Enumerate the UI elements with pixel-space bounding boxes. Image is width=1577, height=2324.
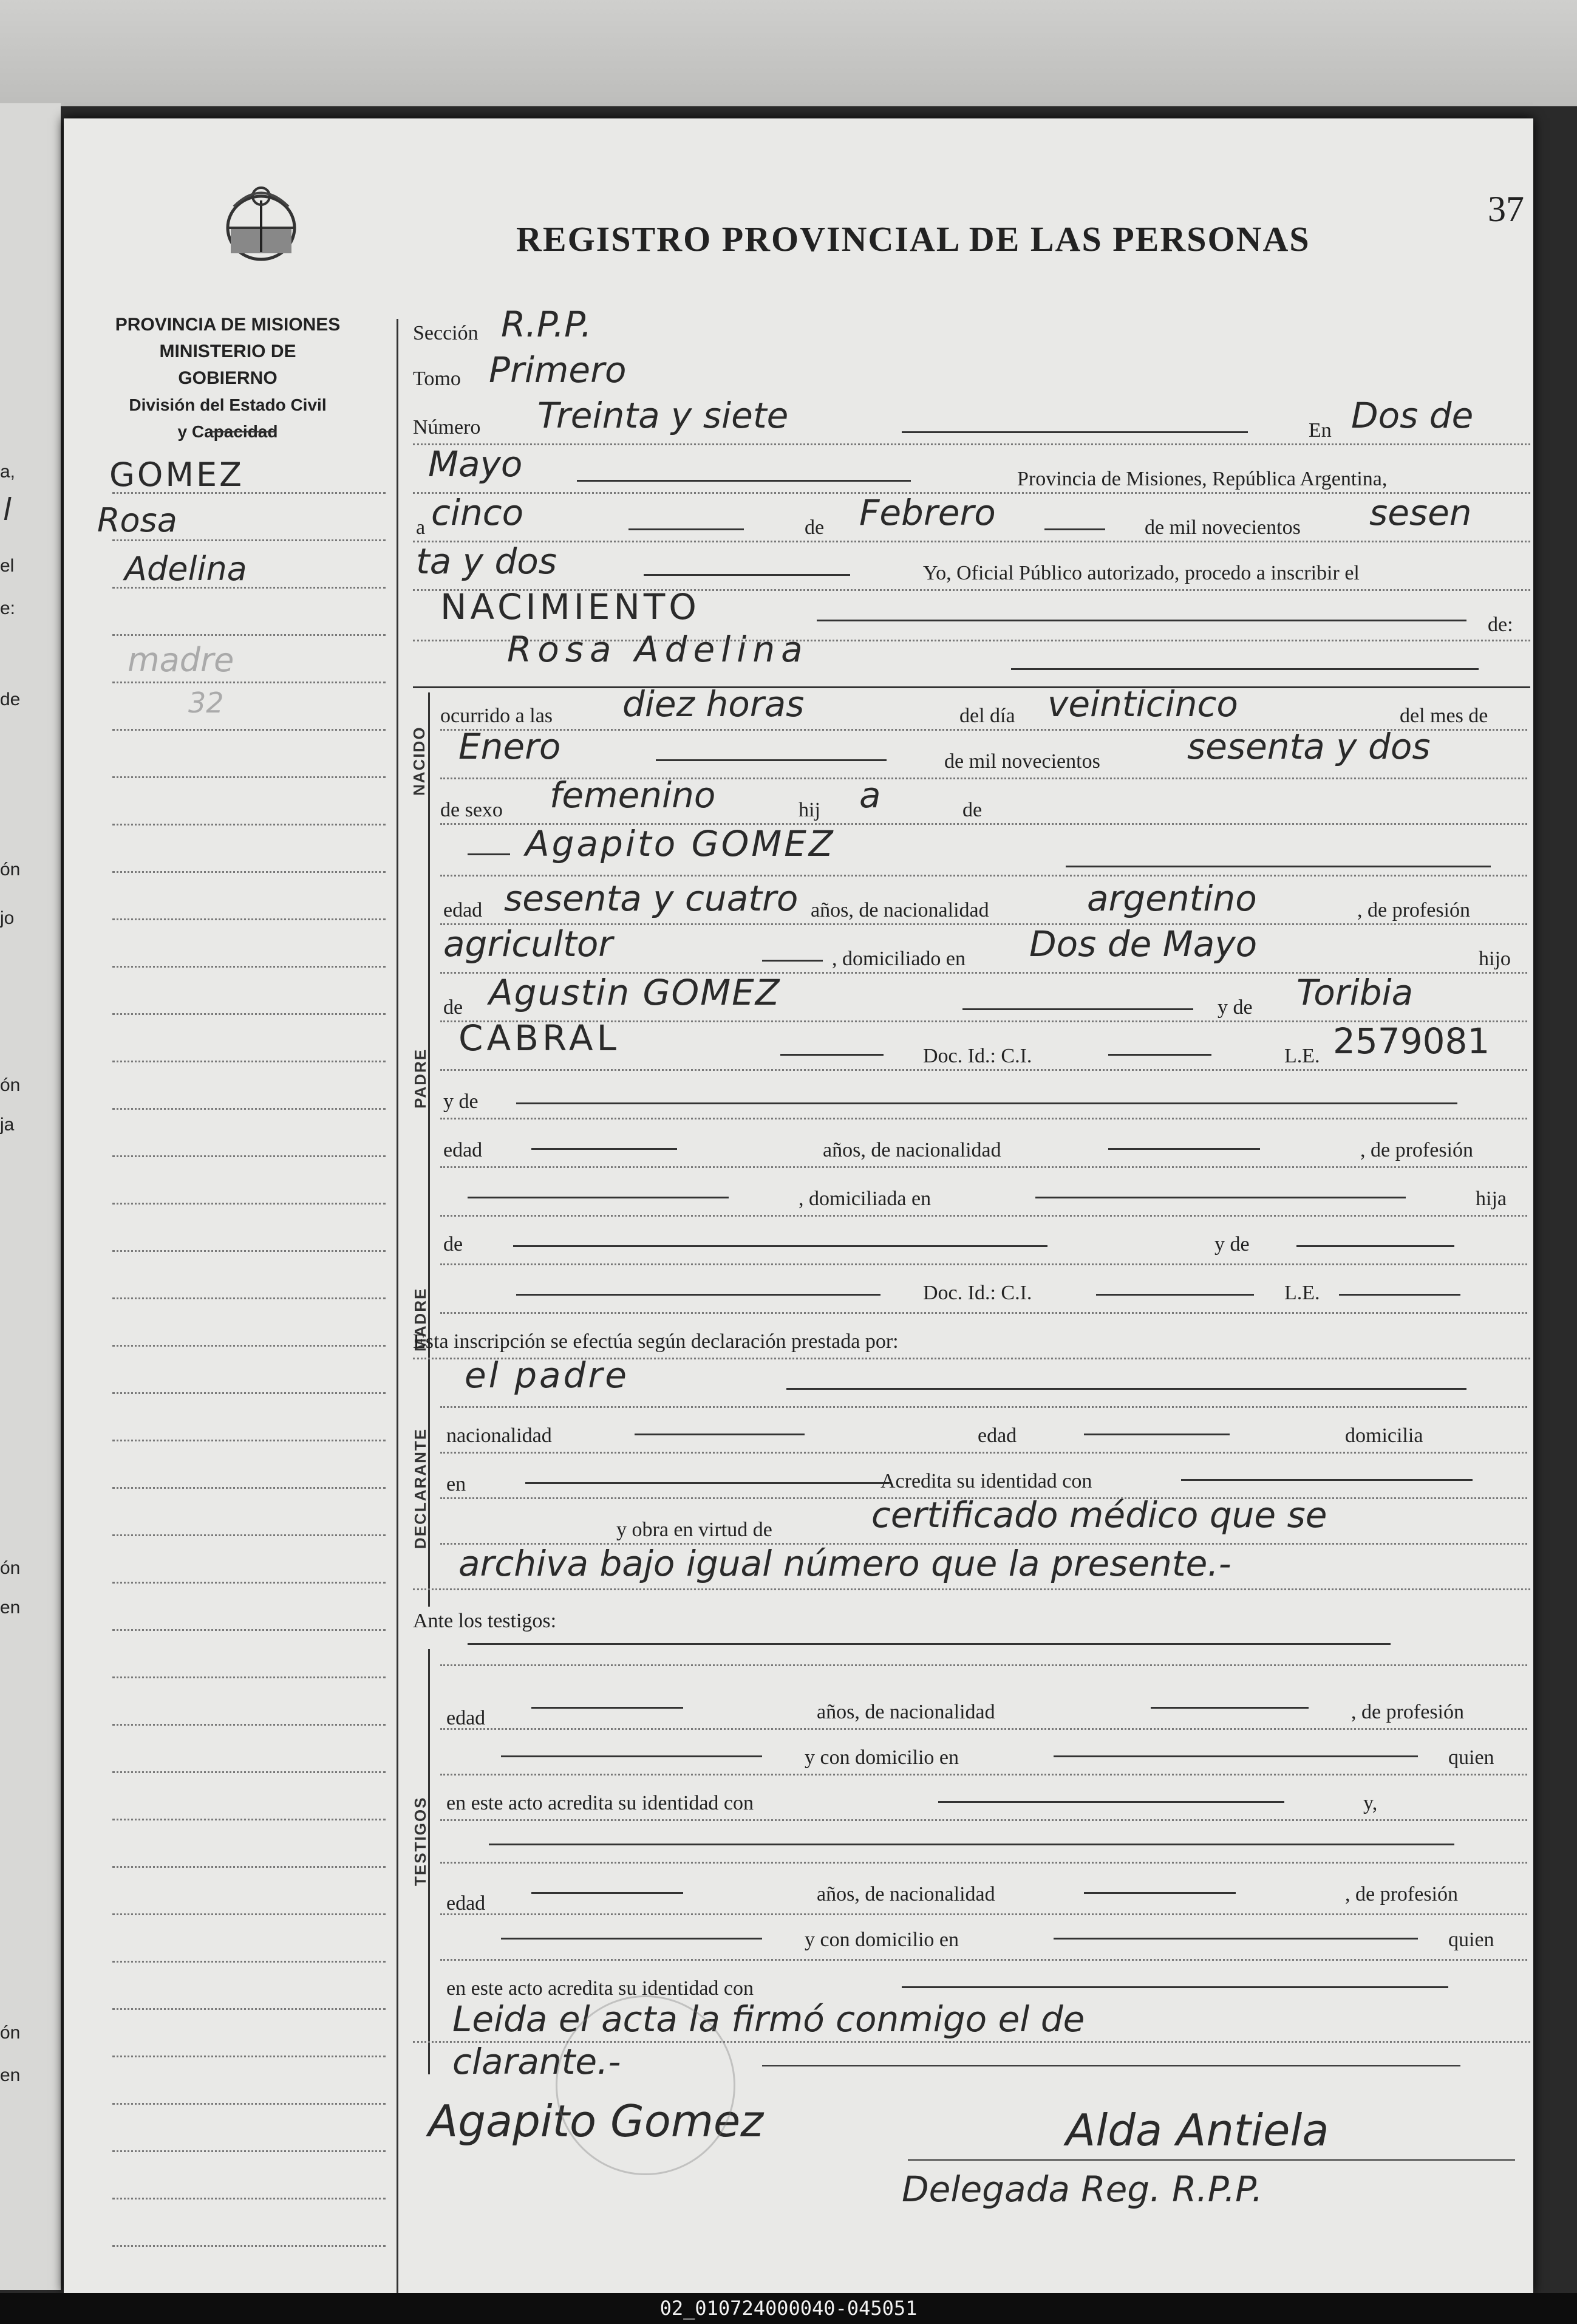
margin-rule <box>112 1819 386 1820</box>
dia-nacimiento-value: veinticinco <box>1047 683 1238 725</box>
acto-value: NACIMIENTO <box>440 586 700 627</box>
left-fragment: ón <box>0 1075 21 1095</box>
margin-rule <box>112 1061 386 1062</box>
numero-label: Número <box>413 416 481 439</box>
signature-right: Alda Antiela <box>1066 2105 1329 2156</box>
margin-rule <box>112 1771 386 1773</box>
nacido-mil-label: de mil novecientos <box>944 750 1100 773</box>
testigo1-domicilio-label: y con domicilio en <box>805 1746 959 1769</box>
official-stamp <box>556 1995 735 2175</box>
hora-value: diez horas <box>622 683 805 725</box>
page-title: REGISTRO PROVINCIAL DE LAS PERSONAS <box>516 219 1310 259</box>
left-fragment: l <box>3 492 12 527</box>
padre-domiciliado-label: , domiciliado en <box>832 948 966 970</box>
madre-de-label: de <box>443 1233 463 1256</box>
left-fragment: ón <box>0 2023 21 2043</box>
testigo1-profesion-label: , de profesión <box>1351 1701 1465 1723</box>
margin-rule <box>112 776 386 778</box>
institution-division-2: y Capacidad <box>177 422 278 441</box>
nacido-section-label: NACIDO <box>410 726 428 796</box>
mes-nacimiento-value: Enero <box>458 726 561 767</box>
margin-name-2: Adelina <box>124 550 247 588</box>
margin-surname: GOMEZ <box>109 456 245 494</box>
en-value: Dos de <box>1351 395 1474 436</box>
testigo1-quien-label: quien <box>1448 1746 1494 1769</box>
left-fragment: el <box>0 556 15 576</box>
padre-le-label: L.E. <box>1284 1045 1320 1067</box>
padre-profesion-label: , de profesión <box>1357 899 1471 921</box>
anio-value: sesen <box>1369 492 1472 533</box>
de-colon: de: <box>1488 613 1513 636</box>
margin-rule <box>112 492 386 494</box>
footer-id: 02_010724000040-045051 <box>0 2293 1577 2324</box>
margin-name-1: Rosa <box>97 501 177 539</box>
de-label: de <box>805 516 825 539</box>
margin-rule <box>112 2008 386 2010</box>
declarante-edad-label: edad <box>978 1424 1017 1447</box>
declarante-intro: Esta inscripción se efectúa según declaración prestada por: <box>413 1330 899 1353</box>
margin-note-1: madre <box>128 641 234 679</box>
en-label: En <box>1309 419 1332 442</box>
margin-rule <box>112 966 386 968</box>
sexo-label: de sexo <box>440 799 503 821</box>
margin-rule <box>112 1345 386 1347</box>
padre-madre-de-value-2: CABRAL <box>458 1017 620 1059</box>
testigo2-domicilio-label: y con domicilio en <box>805 1929 959 1951</box>
declarante-obra-value: certificado médico que se <box>871 1494 1327 1536</box>
madre-hija-label: hija <box>1476 1188 1507 1210</box>
margin-rule <box>112 634 386 636</box>
closing-text-2: clarante.- <box>452 2041 621 2082</box>
margin-rule <box>112 1534 386 1536</box>
left-fragment: en <box>0 2065 21 2085</box>
left-fragment: e: <box>0 598 16 618</box>
closing-text: Leida el acta la firmó conmigo el de <box>452 1998 1085 2040</box>
left-fragment: ón <box>0 860 21 880</box>
margin-rule <box>112 1250 386 1252</box>
nacido-de-label: de <box>962 799 983 821</box>
left-fragment: jo <box>0 908 15 928</box>
tomo-label: Tomo <box>413 367 461 390</box>
testigo1-anios-label: años, de nacionalidad <box>817 1701 995 1723</box>
testigo2-quien-label: quien <box>1448 1929 1494 1951</box>
anio-value-2: ta y dos <box>416 541 557 582</box>
declarante-obra-label: y obra en virtud de <box>616 1519 772 1541</box>
margin-rule <box>112 824 386 825</box>
a-label: a <box>416 516 426 539</box>
delegada-text: Delegada Reg. R.P.P. <box>902 2168 1263 2210</box>
en-value-2: Mayo <box>428 443 523 485</box>
padre-hijo-label: hijo <box>1479 948 1511 970</box>
hij-label: hij <box>799 799 820 821</box>
seccion-label: Sección <box>413 322 479 344</box>
provincia-text: Provincia de Misiones, República Argentina, <box>1017 468 1388 490</box>
signature-left: Agapito Gomez <box>428 2096 764 2147</box>
margin-rule <box>112 871 386 873</box>
margin-rule <box>112 2056 386 2057</box>
margin-rule <box>112 2198 386 2199</box>
left-fragment: a, <box>0 462 16 482</box>
padre-edad-value: sesenta y cuatro <box>504 878 799 919</box>
madre-le-label: L.E. <box>1284 1282 1320 1304</box>
mes-value: Febrero <box>859 492 996 533</box>
margin-rule <box>112 682 386 683</box>
margin-rule <box>112 1155 386 1157</box>
margin-rule <box>112 539 386 541</box>
margin-note-2: 32 <box>188 686 224 719</box>
margin-rule <box>112 1724 386 1726</box>
hij-value: a <box>859 774 881 816</box>
del-dia-label: del día <box>959 705 1015 727</box>
madre-y-de2-label: y de <box>1214 1233 1250 1256</box>
margin-rule <box>112 1913 386 1915</box>
declarante-domicilia-label: domicilia <box>1345 1424 1423 1447</box>
testigo2-acredita-label: en este acto acredita su identidad con <box>446 1977 754 2000</box>
institution-ministry: MINISTERIO DE GOBIERNO <box>159 341 296 388</box>
margin-rule <box>112 2103 386 2105</box>
testigos-section-label: TESTIGOS <box>411 1796 429 1886</box>
margin-rule <box>112 1392 386 1394</box>
testigo1-edad-label: edad <box>446 1707 486 1729</box>
margin-rule <box>112 1297 386 1299</box>
madre-section-label: MADRE <box>411 1287 429 1352</box>
madre-y-de-label: y de <box>443 1090 479 1113</box>
declarante-obra-value-2: archiva bajo igual número que la presente.- <box>458 1543 1231 1584</box>
madre-doc-label: Doc. Id.: C.I. <box>923 1282 1032 1304</box>
seccion-value: R.P.P. <box>501 304 592 345</box>
sexo-value: femenino <box>550 774 716 816</box>
padre-y-de-label: y de <box>1218 996 1253 1019</box>
padre-de-label: de <box>443 996 463 1019</box>
nombre-value: Rosa Adelina <box>507 629 809 670</box>
mil-label: de mil novecientos <box>1145 516 1301 539</box>
madre-profesion-label: , de profesión <box>1360 1139 1474 1161</box>
del-mes-label: del mes de <box>1400 705 1488 727</box>
left-fragment: ón <box>0 1558 21 1578</box>
page-number: 37 <box>1488 189 1524 229</box>
numero-value: Treinta y siete <box>537 395 789 436</box>
tomo-value: Primero <box>489 349 627 391</box>
padre-doc-label: Doc. Id.: C.I. <box>923 1045 1032 1067</box>
top-background <box>0 0 1577 106</box>
anio-nacimiento-value: sesenta y dos <box>1187 726 1431 767</box>
left-fragment: en <box>0 1598 21 1618</box>
padre-de-value: Agustin GOMEZ <box>489 972 781 1013</box>
institution-province: PROVINCIA DE MISIONES <box>115 315 341 335</box>
margin-rule <box>112 1203 386 1205</box>
left-facing-page <box>0 103 61 2290</box>
declarante-section-label: DECLARANTE <box>411 1427 429 1549</box>
declarante-value: el padre <box>465 1355 629 1396</box>
oficial-text: Yo, Oficial Público autorizado, procedo a inscribir el <box>923 562 1360 584</box>
padre-profesion-value: agricultor <box>443 923 613 965</box>
padre-edad-label: edad <box>443 899 483 921</box>
left-fragment: de <box>0 689 21 709</box>
madre-domiciliada-label: , domiciliada en <box>799 1188 932 1210</box>
left-fragment: ja <box>0 1115 15 1135</box>
padre-anios-label: años, de nacionalidad <box>811 899 989 921</box>
institution-block <box>112 312 343 445</box>
declarante-en-label: en <box>446 1473 466 1495</box>
margin-rule <box>112 918 386 920</box>
dia-value: cinco <box>431 492 524 533</box>
margin-rule <box>112 1487 386 1489</box>
margin-rule <box>112 1440 386 1441</box>
padre-le-value: 2579081 <box>1333 1020 1490 1062</box>
margin-rule <box>112 1582 386 1584</box>
declarante-nacionalidad-label: nacionalidad <box>446 1424 552 1447</box>
margin-rule <box>112 729 386 731</box>
margin-rule <box>112 1961 386 1963</box>
padre-nacionalidad-value: argentino <box>1087 878 1257 919</box>
ocurrido-label: ocurrido a las <box>440 705 553 727</box>
testigo2-profesion-label: , de profesión <box>1345 1883 1459 1905</box>
margin-rule <box>112 2150 386 2152</box>
testigo1-y-label: y, <box>1363 1792 1378 1814</box>
margin-rule <box>112 587 386 589</box>
padre-madre-de-value: Toribia <box>1296 972 1414 1013</box>
padre-domicilio-value: Dos de Mayo <box>1029 923 1258 965</box>
margin-rule <box>112 1866 386 1868</box>
testigo1-acredita-label: en este acto acredita su identidad con <box>446 1792 754 1814</box>
margin-rule <box>112 1676 386 1678</box>
madre-anios-label: años, de nacionalidad <box>823 1139 1001 1161</box>
coat-of-arms-icon <box>216 179 307 264</box>
testigo2-anios-label: años, de nacionalidad <box>817 1883 995 1905</box>
declarante-acredita-label: Acredita su identidad con <box>880 1470 1092 1492</box>
padre-section-label: PADRE <box>411 1048 429 1109</box>
testigo2-edad-label: edad <box>446 1892 486 1915</box>
register-page <box>64 118 1533 2293</box>
institution-division: División del Estado Civil <box>129 395 327 414</box>
margin-rule <box>112 1629 386 1631</box>
margin-rule <box>112 1013 386 1015</box>
margin-rule <box>112 1108 386 1110</box>
testigos-intro: Ante los testigos: <box>413 1610 557 1632</box>
padre-nombre-value: Agapito GOMEZ <box>525 823 836 864</box>
madre-edad-label: edad <box>443 1139 483 1161</box>
margin-rule <box>112 2245 386 2247</box>
